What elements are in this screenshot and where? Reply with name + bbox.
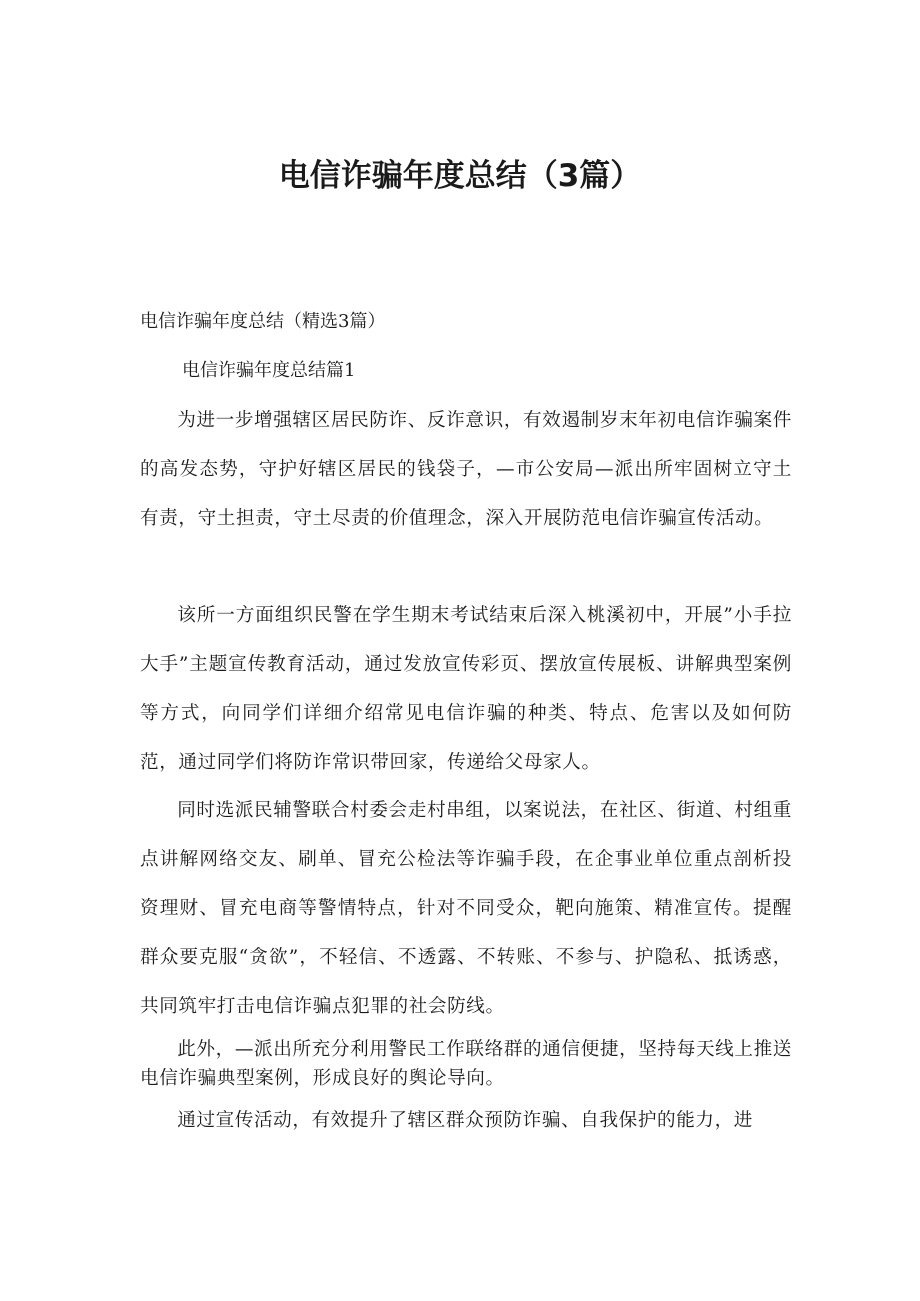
body-paragraph: 通过宣传活动，有效提升了辖区群众预防诈骗、自我保护的能力，进 — [177, 1110, 754, 1131]
section-heading: 电信诈骗年度总结篇1 — [182, 360, 356, 381]
body-paragraph: 同时选派民辅警联合村委会走村串组，以案说法，在社区、街道、村组重点讲解网络交友、刷单、冒充公检法等诈骗手段，在企事业单位重点剖析投资理财、冒充电商等警情特点，针对不同受众，靶向施策、精准宣传。提醒群众要克服“贪欲”，不轻信、不透露、不转账、不参与、护隐私、抵诱惑，共同筑牢打击电信诈骗点犯罪的社会防线。 — [140, 800, 792, 1017]
body-paragraph: 为进一步增强辖区居民防诈、反诈意识，有效遏制岁末年初电信诈骗案件的高发态势，守护好辖区居民的钱袋子，—市公安局—派出所牢固树立守土有责，守土担责，守土尽责的价值理念，深入开展防范电信诈骗宣传活动。 — [140, 410, 792, 529]
document-subtitle: 电信诈骗年度总结（精选3篇） — [140, 311, 386, 332]
body-paragraph: 该所一方面组织民警在学生期末考试结束后深入桃溪初中，开展”小手拉大手”主题宣传教育活动，通过发放宣传彩页、摆放宣传展板、讲解典型案例等方式，向同学们详细介绍常见电信诈骗的种类、特点、危害以及如何防范，通过同学们将防诈常识带回家，传递给父母家人。 — [140, 605, 792, 773]
document-title: 电信诈骗年度总结（3篇） — [278, 158, 642, 194]
body-paragraph: 此外，—派出所充分利用警民工作联络群的通信便捷，坚持每天线上推送电信诈骗典型案例，形成良好的舆论导向。 — [140, 1039, 792, 1089]
